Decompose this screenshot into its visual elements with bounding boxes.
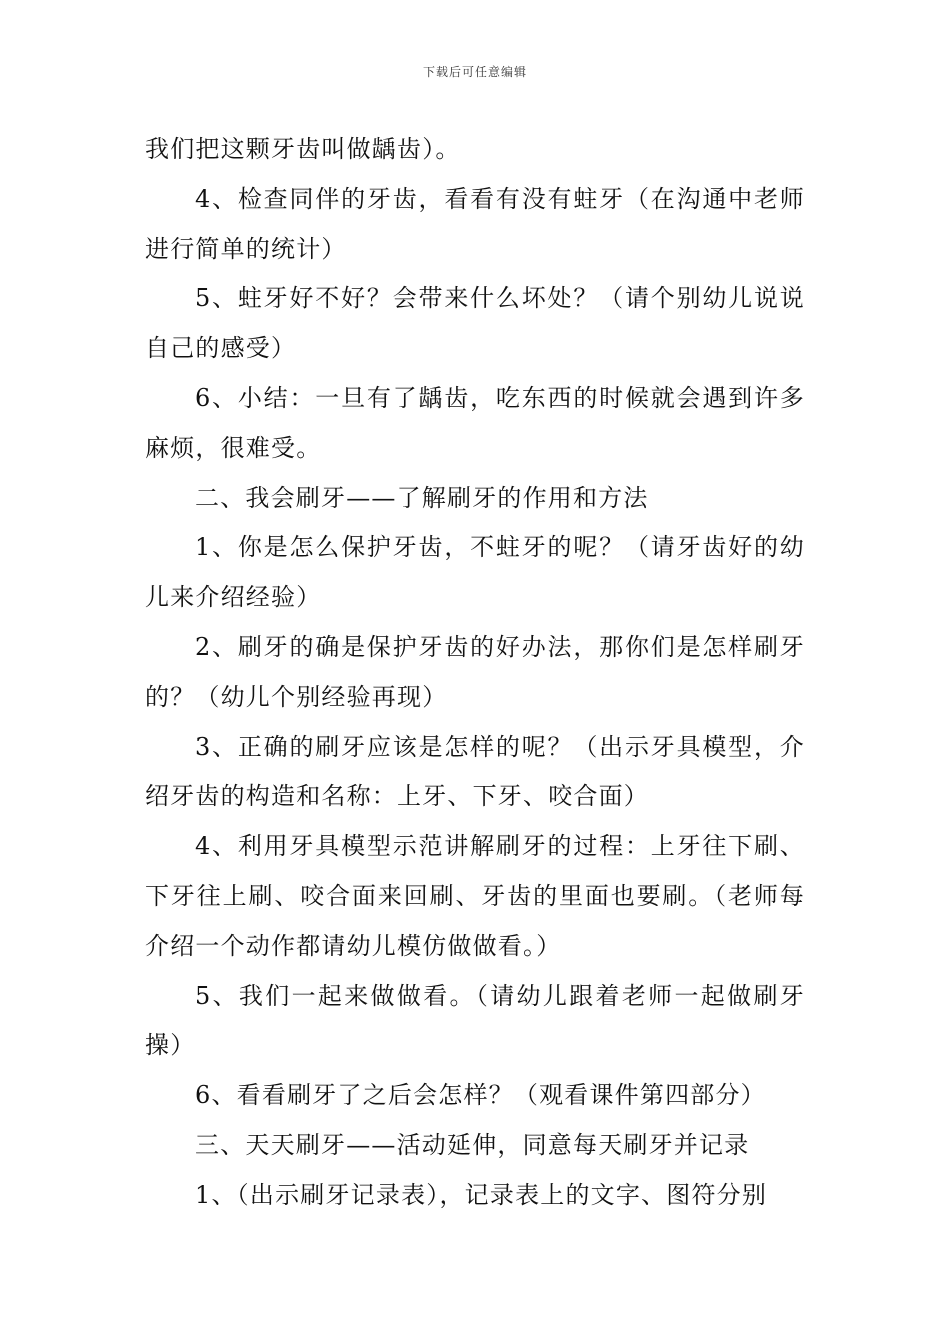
paragraph: 1、你是怎么保护牙齿，不蛀牙的呢？（请牙齿好的幼儿来介绍经验） <box>145 533 805 612</box>
paragraph: 1、（出示刷牙记录表），记录表上的文字、图符分别 <box>195 1180 768 1209</box>
paragraph: 5、蛀牙好不好？会带来什么坏处？（请个别幼儿说说自己的感受） <box>145 284 805 363</box>
paragraph: 3、正确的刷牙应该是怎样的呢？（出示牙具模型，介绍牙齿的构造和名称：上牙、下牙、咬合面） <box>145 732 805 811</box>
paragraph: 4、利用牙具模型示范讲解刷牙的过程：上牙往下刷、下牙往上刷、咬合面来回刷、牙齿的里面也要刷。（老师每介绍一个动作都请幼儿模仿做做看。） <box>145 832 805 960</box>
paragraph: 6、小结：一旦有了龋齿，吃东西的时候就会遇到许多麻烦，很难受。 <box>145 383 805 462</box>
document-body <box>145 125 805 1221</box>
paragraph: 2、刷牙的确是保护牙齿的好办法，那你们是怎样刷牙的？（幼儿个别经验再现） <box>145 632 805 711</box>
paragraph: 4、检查同伴的牙齿，看看有没有蛀牙（在沟通中老师进行简单的统计） <box>145 184 805 263</box>
section-heading: 二、我会刷牙——了解刷牙的作用和方法 <box>195 483 649 512</box>
paragraph: 我们把这颗牙齿叫做龋齿）。 <box>145 135 461 163</box>
section-heading: 三、天天刷牙——活动延伸，同意每天刷牙并记录 <box>195 1130 750 1159</box>
page-header: 下载后可任意编辑 <box>422 65 527 79</box>
paragraph: 6、看看刷牙了之后会怎样？（观看课件第四部分） <box>195 1081 766 1110</box>
paragraph: 5、我们一起来做做看。（请幼儿跟着老师一起做刷牙操） <box>145 981 805 1060</box>
